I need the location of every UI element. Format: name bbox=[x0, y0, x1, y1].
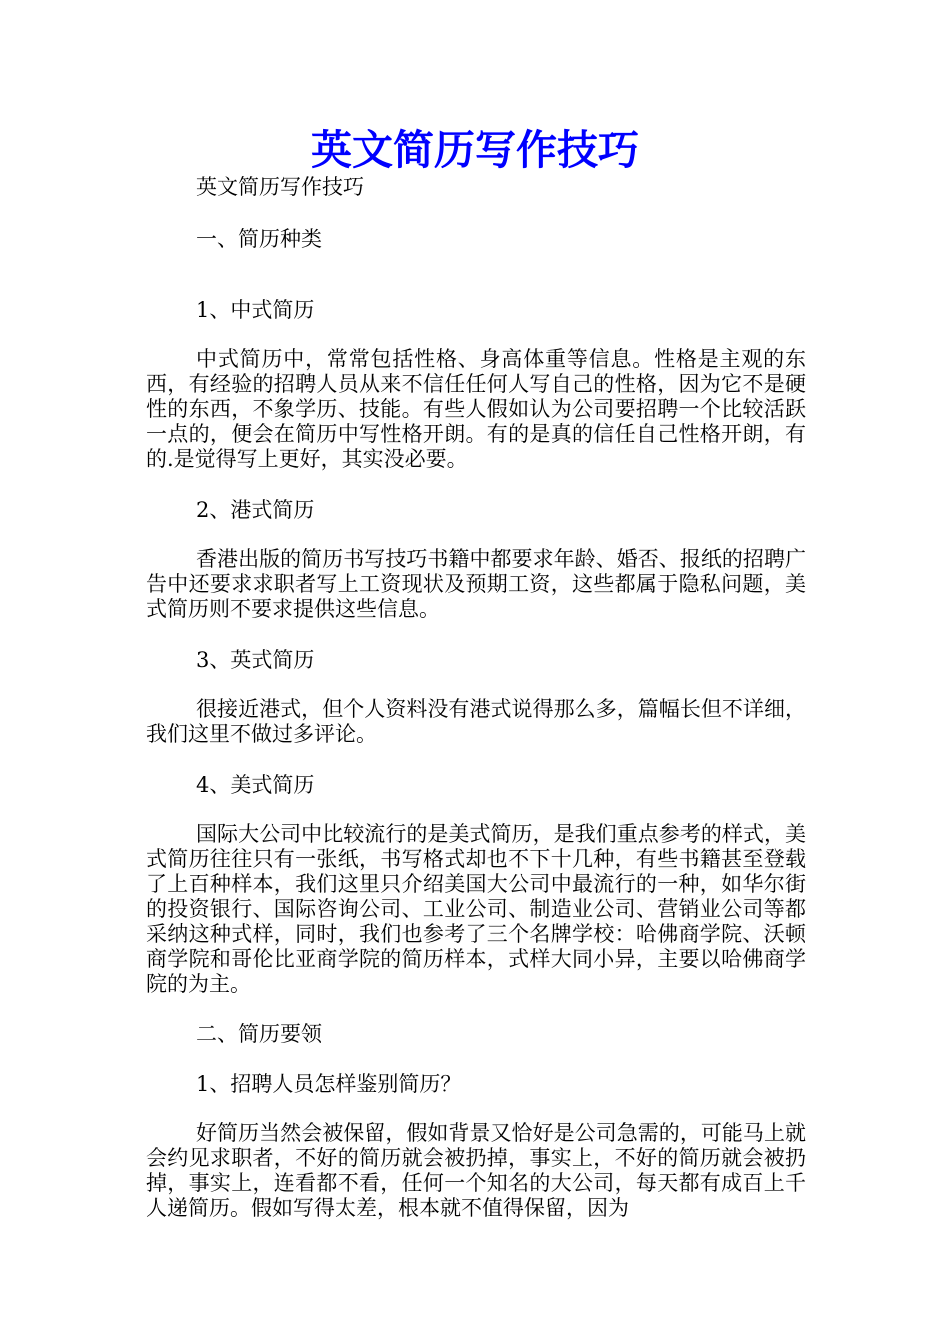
item-heading-chinese-resume: 1、中式简历 bbox=[196, 298, 315, 322]
item-heading-hk-resume: 2、港式简历 bbox=[196, 498, 315, 522]
document-subtitle: 英文简历写作技巧 bbox=[196, 175, 364, 199]
paragraph-chinese-resume: 中式简历中，常常包括性格、身高体重等信息。性格是主观的东西，有经验的招聘人员从来不信任任何人写自己的性格，因为它不是硬性的东西，不象学历、技能。有些人假如认为公司要招聘一个比较活跃一点的，便会在简历中写性格开朗。有的是真的信任自己性格开朗，有的.是觉得写上更好，其实没必要。 bbox=[146, 347, 806, 471]
section-heading-resume-essentials: 二、简历要领 bbox=[196, 1022, 322, 1046]
paragraph-uk-resume: 很接近港式，但个人资料没有港式说得那么多，篇幅长但不详细，我们这里不做过多评论。 bbox=[146, 697, 806, 746]
document-title: 英文简历写作技巧 bbox=[311, 126, 639, 174]
paragraph-hk-resume: 香港出版的简历书写技巧书籍中都要求年龄、婚否、报纸的招聘广告中还要求求职者写上工资现状及预期工资，这些都属于隐私问题，美式简历则不要求提供这些信息。 bbox=[146, 547, 806, 621]
item-heading-us-resume: 4、美式简历 bbox=[196, 773, 315, 797]
paragraph-recruiter-screening: 好简历当然会被保留，假如背景又恰好是公司急需的，可能马上就会约见求职者，不好的简历就会被扔掉，事实上，不好的简历就会被扔掉，事实上，连看都不看，任何一个知名的大公司，每天都有成百上千人递简历。假如写得太差，根本就不值得保留，因为 bbox=[146, 1121, 806, 1220]
item-heading-uk-resume: 3、英式简历 bbox=[196, 648, 315, 672]
section-heading-resume-types: 一、简历种类 bbox=[196, 227, 322, 251]
paragraph-us-resume: 国际大公司中比较流行的是美式简历，是我们重点参考的样式，美式简历往往只有一张纸，书写格式却也不下十几种，有些书籍甚至登载了上百种样本，我们这里只介绍美国大公司中最流行的一种，如华尔街的投资银行、国际咨询公司、工业公司、制造业公司、营销业公司等都采纳这种式样，同时，我们也参考了三个名牌学校：哈佛商学院、沃顿商学院和哥伦比亚商学院的简历样本，式样大同小异，主要以哈佛商学院的为主。 bbox=[146, 822, 806, 996]
item-heading-recruiter-screening: 1、招聘人员怎样鉴别简历？ bbox=[196, 1072, 462, 1096]
